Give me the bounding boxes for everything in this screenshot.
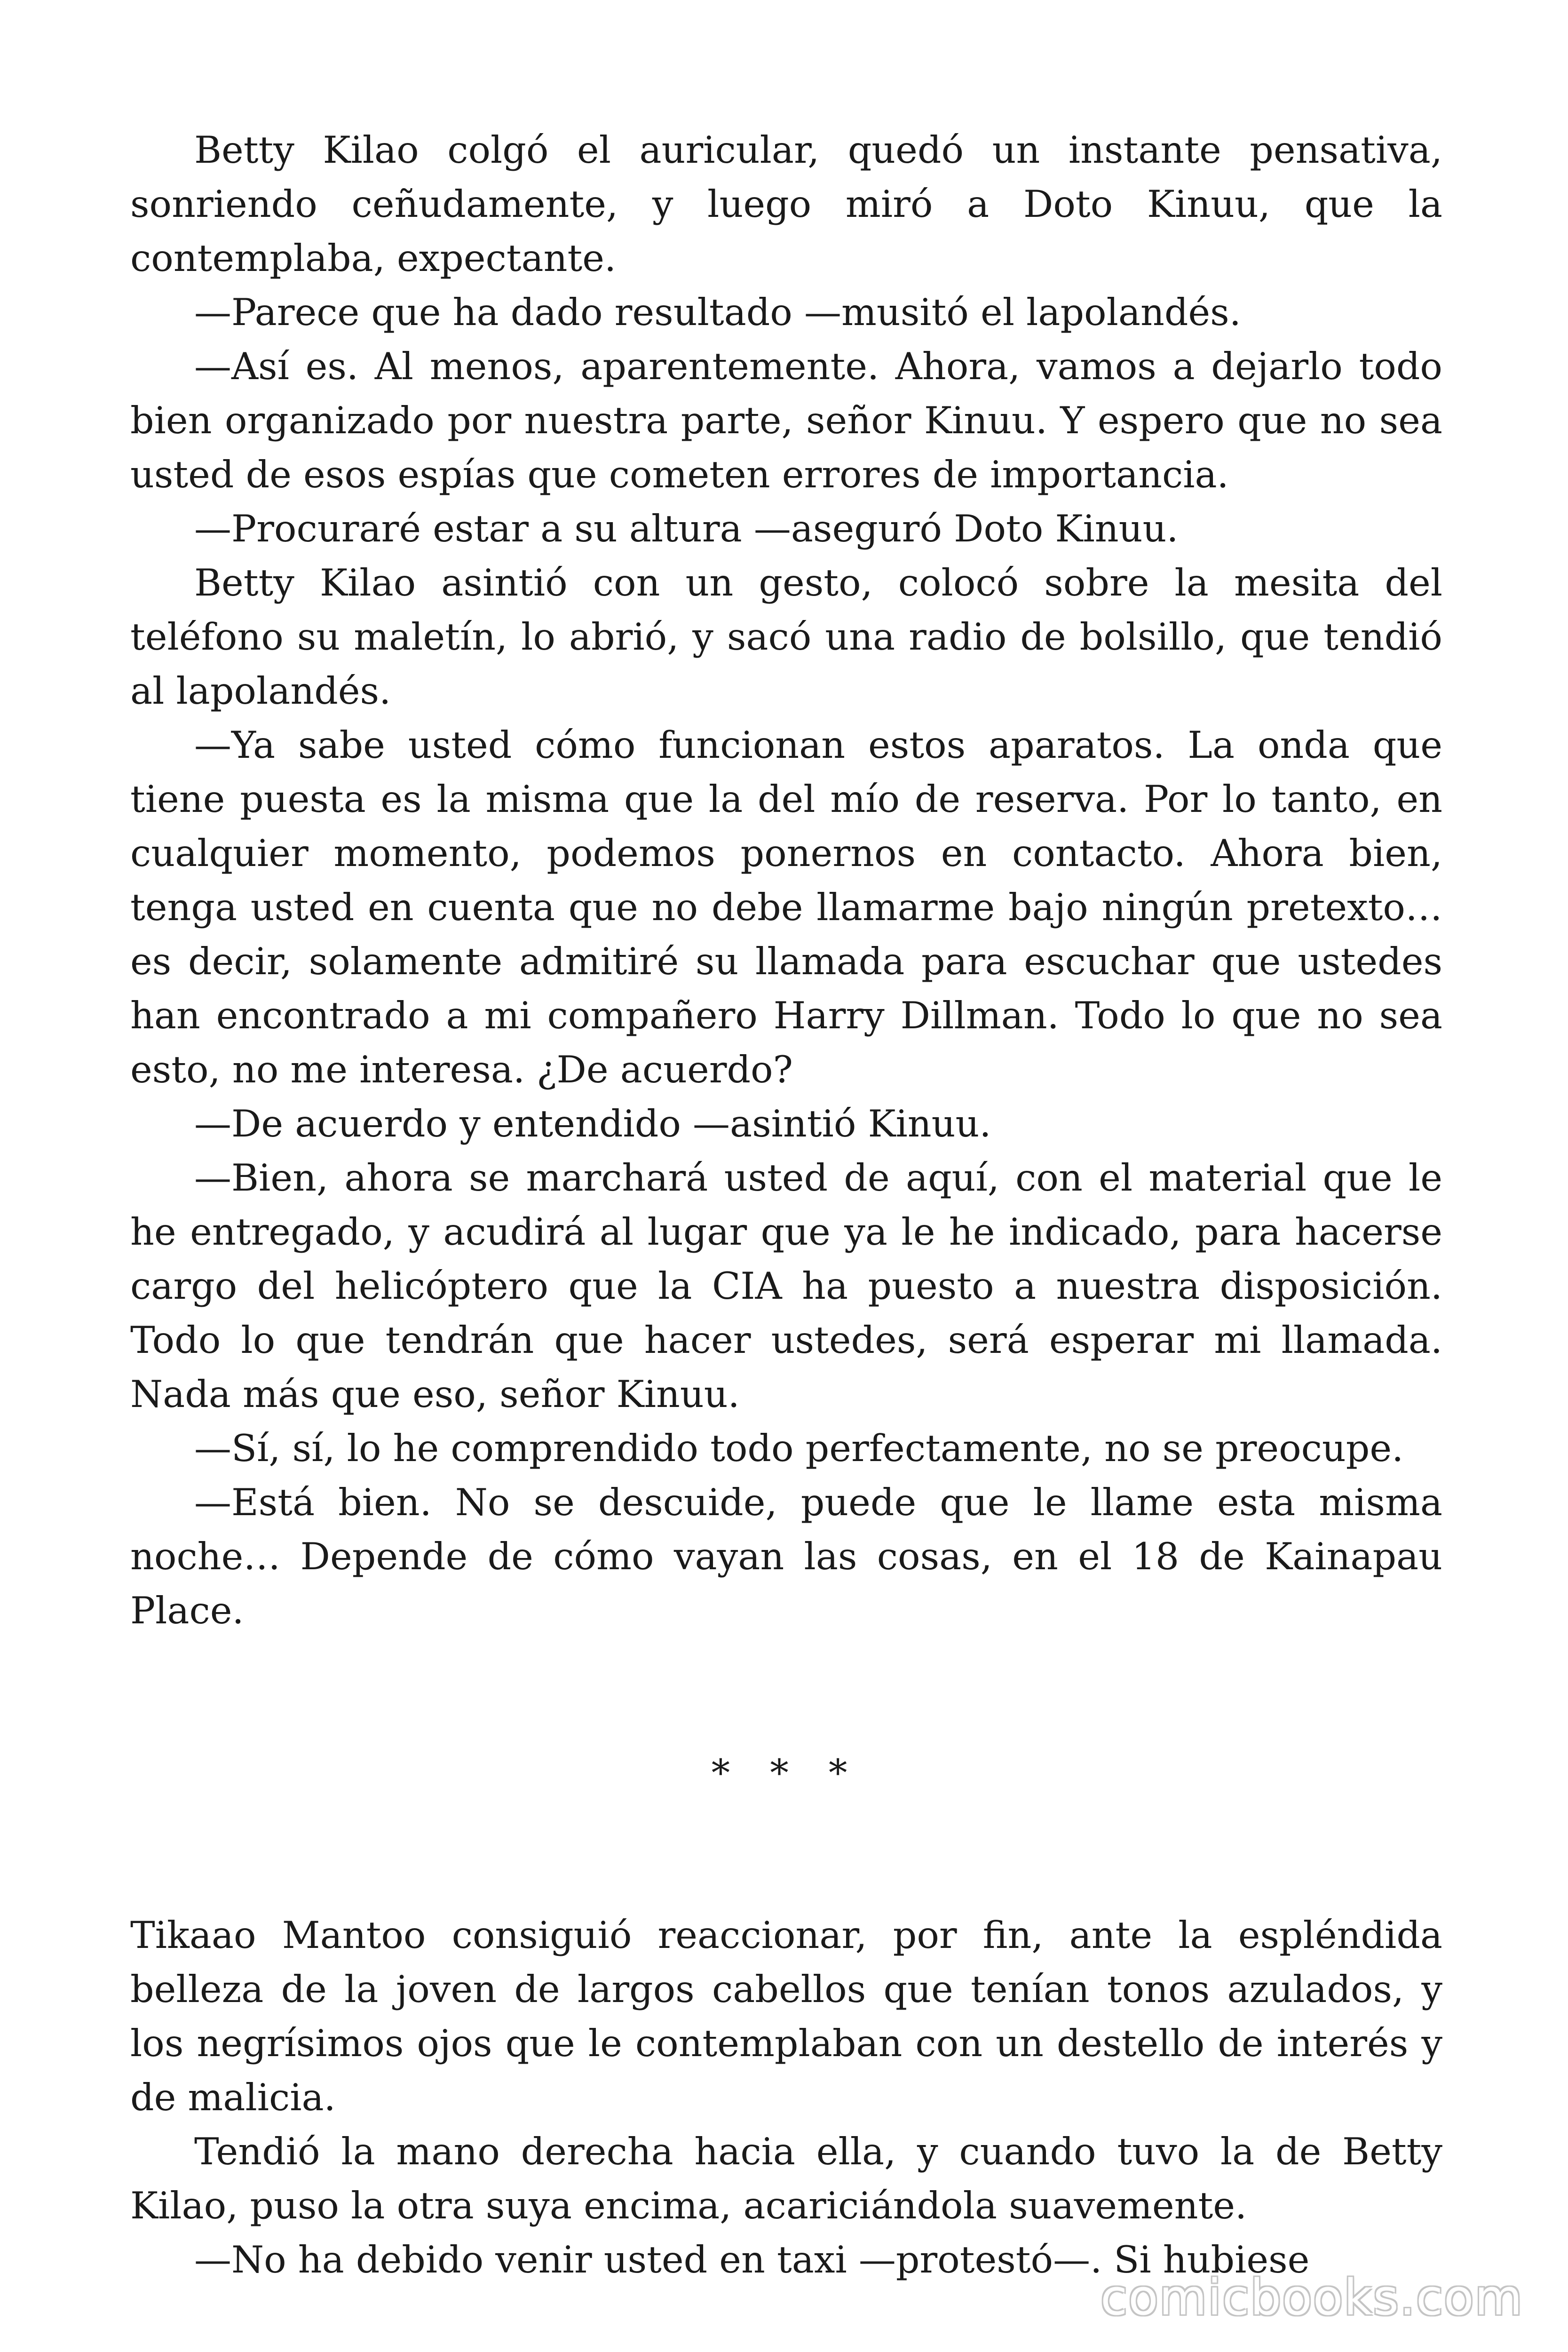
section-2	[130, 1908, 1442, 2287]
watermark: comicbooks.com	[1100, 2269, 1523, 2326]
paragraph: Betty Kilao colgó el auricular, quedó un instante pensativa, sonriendo ceñudamente, y luego miró a Doto Kinuu, que la contemplaba, expectante.	[130, 128, 1442, 280]
paragraph: Tendió la mano derecha hacia ella, y cuando tuvo la de Betty Kilao, puso la otra suya encima, acariciándola suavemente.	[130, 2130, 1442, 2227]
paragraph: —No ha debido venir usted en taxi —protestó—. Si hubiese	[194, 2238, 1310, 2281]
paragraph: —Bien, ahora se marchará usted de aquí, con el material que le he entregado, y acudirá al lugar que ya le he indicado, para hacerse cargo del helicóptero que la CIA ha puesto a nuestra disposición. Todo lo que tendrán que hacer ustedes, será esperar mi llamada. Nada más que eso, señor Kinuu.	[130, 1156, 1442, 1416]
scene-break: * * *	[711, 1751, 862, 1795]
paragraph: —Parece que ha dado resultado —musitó el lapolandés.	[194, 291, 1241, 334]
paragraph: —Así es. Al menos, aparentemente. Ahora, vamos a dejarlo todo bien organizado por nuestra parte, señor Kinuu. Y espero que no sea usted de esos espías que cometen errores de importancia.	[130, 345, 1442, 496]
section-1	[130, 123, 1442, 1638]
paragraph: Betty Kilao asintió con un gesto, colocó sobre la mesita del teléfono su maletín, lo abrió, y sacó una radio de bolsillo, que tendió al lapolandés.	[130, 561, 1442, 713]
paragraph: —Está bien. No se descuide, puede que le llame esta misma noche… Depende de cómo vayan las cosas, en el 18 de Kainapau Place.	[130, 1481, 1442, 1632]
paragraph: Tikaao Mantoo consiguió reaccionar, por fin, ante la espléndida belleza de la joven de largos cabellos que tenían tonos azulados, y los negrísimos ojos que le contemplaban con un destello de interés y de malicia.	[130, 1914, 1442, 2119]
paragraph: —Sí, sí, lo he comprendido todo perfectamente, no se preocupe.	[194, 1427, 1404, 1470]
paragraph: —De acuerdo y entendido —asintió Kinuu.	[194, 1102, 991, 1145]
paragraph: —Procuraré estar a su altura —aseguró Doto Kinuu.	[194, 507, 1179, 550]
book-page	[130, 123, 1442, 2287]
paragraph: —Ya sabe usted cómo funcionan estos aparatos. La onda que tiene puesta es la misma que la del mío de reserva. Por lo tanto, en cualquier momento, podemos ponernos en contacto. Ahora bien, tenga usted en cuenta que no debe llamarme bajo ningún pretexto… es decir, solamente admitiré su llamada para escuchar que ustedes han encontrado a mi compañero Harry Dillman. Todo lo que no sea esto, no me interesa. ¿De acuerdo?	[130, 723, 1442, 1091]
